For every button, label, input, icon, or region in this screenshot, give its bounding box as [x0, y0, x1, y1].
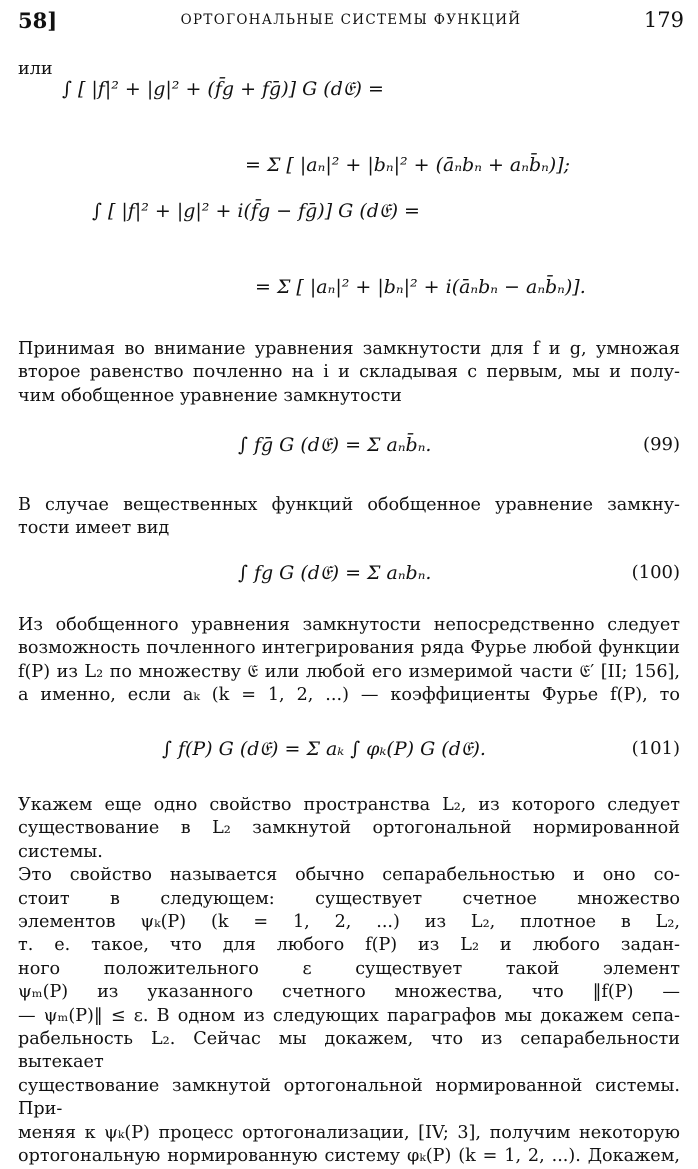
equation-99-number: (99)	[643, 434, 680, 455]
text-line: т. е. такое, что для любого f(P) из L₂ и любого задан-	[18, 935, 680, 956]
equation-top-1-formula: ∫ [ |f|² + |g|² + (f̄g + fḡ)] G (d𝔈) =	[62, 78, 384, 100]
equation-101-formula: ∫ f(P) G (d𝔈) = Σ aₖ ∫ φₖ(P) G (d𝔈).	[162, 738, 486, 760]
text-line: ного положительного ε существует такой элемент	[18, 958, 680, 979]
equation-top-1	[0, 78, 698, 138]
equation-top-4-formula: = Σ [ |aₙ|² + |bₙ|² + i(āₙbₙ − aₙb̄ₙ)].	[255, 276, 586, 298]
equation-100-number: (100)	[631, 562, 680, 583]
intro-word: или	[18, 59, 53, 79]
text-line: существование в L₂ замкнутой ортогональной нормированной системы.	[18, 818, 680, 862]
equation-100	[0, 548, 698, 608]
equation-top-2-formula: = Σ [ |aₙ|² + |bₙ|² + (āₙbₙ + aₙb̄ₙ)];	[245, 154, 571, 176]
text-line: элементов ψₖ(P) (k = 1, 2, ...) из L₂, плотное в L₂,	[18, 912, 680, 933]
equation-100-formula: ∫ fg G (d𝔈) = Σ aₙbₙ.	[238, 562, 432, 584]
paragraph-real	[18, 494, 680, 541]
equation-99	[0, 420, 698, 480]
page-number: 179	[643, 8, 684, 32]
page-header	[18, 8, 684, 38]
text-line: рабельность L₂. Сейчас мы докажем, что из сепарабельности вытекает	[18, 1029, 680, 1073]
equation-101-number: (101)	[631, 738, 680, 759]
text-line: — ψₘ(P)‖ ≤ ε. В одном из следующих параграфов мы докажем сепа-	[18, 1005, 680, 1026]
text-line: чим обобщенное уравнение замкнутости	[18, 385, 402, 406]
section-number: 58]	[18, 8, 58, 33]
paragraph-closure	[18, 338, 680, 408]
text-line: существование замкнутой ортогональной нормированной системы. При-	[18, 1075, 680, 1120]
running-title: ОРТОГОНАЛЬНЫЕ СИСТЕМЫ ФУНКЦИЙ	[180, 12, 522, 28]
text-line: Укажем еще одно свойство пространства L₂, из которого следует	[18, 795, 680, 815]
text-line: стоит в следующем: существует счетное множество	[18, 888, 680, 909]
text-line: ψₘ(P) из указанного счетного множества, что ‖f(P) —	[18, 982, 680, 1003]
text-line: f(P) из L₂ по множеству 𝔈 или любой его измеримой части 𝔈′ [II; 156],	[18, 661, 680, 682]
text-line: а именно, если aₖ (k = 1, 2, ...) — коэффициенты Фурье f(P), то	[18, 685, 680, 706]
text-line: второе равенство почленно на i и складывая с первым, мы и полу-	[18, 362, 680, 383]
text-line: Из обобщенного уравнения замкнутости непосредственно следует	[18, 615, 680, 635]
text-line: Это свойство называется обычно сепарабельностью и оно со-	[18, 865, 680, 886]
text-line: ортогональную нормированную систему φₖ(P) (k = 1, 2, ...). Докажем,	[18, 1146, 680, 1167]
equation-top-3-formula: ∫ [ |f|² + |g|² + i(f̄g − fḡ)] G (d𝔈) =	[92, 200, 420, 222]
paragraph-integration	[18, 614, 680, 708]
equation-top-4	[0, 262, 698, 322]
equation-top-2	[0, 140, 698, 200]
equation-99-formula: ∫ fḡ G (d𝔈) = Σ aₙb̄ₙ.	[238, 434, 432, 456]
equation-top-3	[0, 200, 698, 260]
text-line: тости имеет вид	[18, 518, 170, 539]
equation-101	[0, 724, 698, 784]
paragraph-separability	[18, 794, 680, 1169]
text-line: В случае вещественных функций обобщенное уравнение замкну-	[18, 495, 680, 515]
text-line: Принимая во внимание уравнения замкнутости для f и g, умножая	[18, 339, 680, 359]
text-line: возможность почленного интегрирования ряда Фурье любой функции	[18, 638, 680, 659]
text-line: меняя к ψₖ(P) процесс ортогонализации, [IV; 3], получим некоторую	[18, 1122, 680, 1143]
